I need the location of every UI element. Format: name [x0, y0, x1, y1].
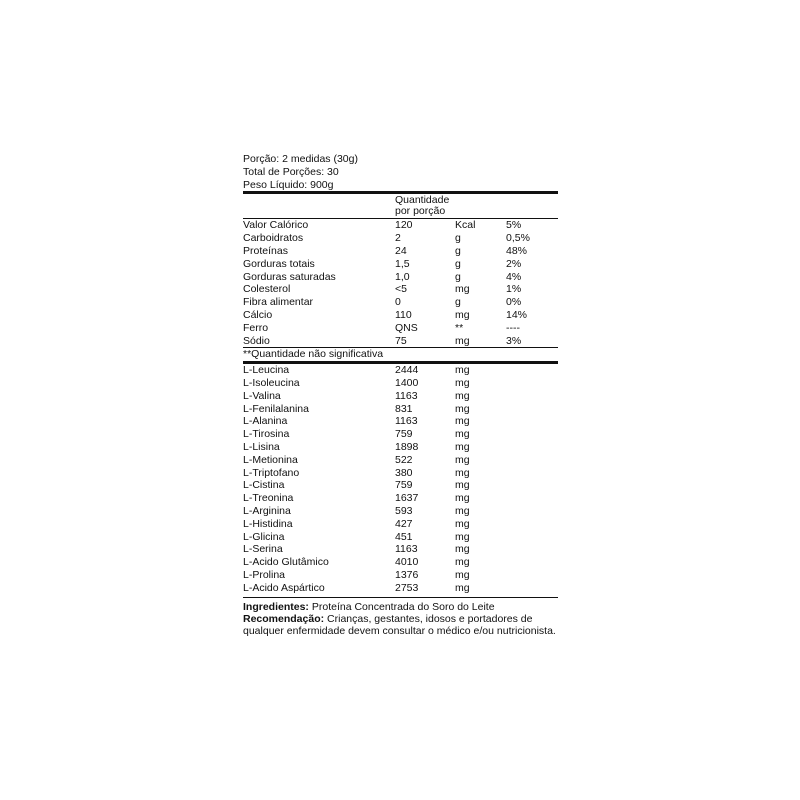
aminoacid-quantity: 1163	[395, 415, 418, 428]
footnote: **Quantidade não significativa	[243, 348, 384, 361]
nutrient-unit: g	[455, 270, 461, 283]
aminoacid-row	[243, 390, 558, 403]
nutrient-quantity: 0	[395, 296, 401, 309]
nutrient-unit: mg	[455, 334, 470, 347]
label-header	[243, 153, 558, 191]
nutrition-row	[243, 296, 558, 309]
nutrition-table	[243, 219, 558, 347]
aminoacid-name: L-Acido Aspártico	[243, 581, 325, 594]
aminoacid-row	[243, 582, 558, 595]
aminoacid-name: L-Histidina	[243, 517, 293, 530]
aminoacid-unit: mg	[455, 492, 470, 505]
nutrient-unit: g	[455, 232, 461, 245]
aminoacid-unit: mg	[455, 568, 470, 581]
aminoacid-quantity: 1163	[395, 389, 418, 402]
nutrient-unit: **	[455, 321, 464, 334]
aminoacid-unit: mg	[455, 415, 470, 428]
nutrient-daily-value: 1%	[506, 283, 522, 296]
aminoacid-unit: mg	[455, 364, 470, 377]
aminoacid-name: L-Arginina	[243, 504, 291, 517]
aminoacid-quantity: 4010	[395, 556, 419, 569]
ingredients-block	[243, 601, 558, 638]
nutrient-daily-value: 3%	[506, 334, 522, 347]
aminoacid-name: L-Fenilalanina	[243, 402, 309, 415]
portion-text: Porção: 2 medidas (30g)	[243, 153, 358, 165]
nutrition-row	[243, 271, 558, 284]
aminoacid-row	[243, 467, 558, 480]
ingredients-label: Ingredientes:	[243, 600, 309, 613]
aminoacid-table	[243, 364, 558, 594]
aminoacid-row	[243, 505, 558, 518]
nutrient-unit: Kcal	[455, 219, 476, 232]
aminoacid-name: L-Acido Glutâmico	[243, 556, 329, 569]
aminoacid-quantity: 1163	[395, 543, 418, 556]
aminoacid-row	[243, 569, 558, 582]
aminoacid-quantity: 380	[395, 466, 413, 479]
aminoacid-quantity: 759	[395, 479, 413, 492]
recommendation-text: Crianças, gestantes, idosos e portadores de qualquer enfermidade devem consultar o médico e/ou nutricionista.	[243, 612, 556, 637]
aminoacid-quantity: 427	[395, 517, 413, 530]
nutrient-quantity: 2	[395, 232, 401, 245]
nutrient-name: Sódio	[243, 334, 270, 347]
recommendation-label: Recomendação:	[243, 612, 325, 625]
aminoacid-name: L-Leucina	[243, 364, 290, 377]
aminoacid-name: L-Prolina	[243, 568, 286, 581]
aminoacid-row	[243, 531, 558, 544]
aminoacid-row	[243, 377, 558, 390]
total-portions-text: Total de Porções: 30	[243, 165, 339, 178]
aminoacid-unit: mg	[455, 376, 470, 389]
aminoacid-unit: mg	[455, 517, 470, 530]
ingredients-text: Proteína Concentrada do Soro do Leite	[308, 600, 495, 613]
aminoacid-name: L-Triptofano	[243, 466, 300, 479]
nutrient-daily-value: 2%	[506, 257, 522, 270]
nutrient-unit: g	[455, 296, 461, 309]
nutrition-row	[243, 322, 558, 335]
aminoacid-quantity: 451	[395, 530, 413, 543]
aminoacid-row	[243, 543, 558, 556]
aminoacid-unit: mg	[455, 479, 470, 492]
aminoacid-unit: mg	[455, 504, 470, 517]
nutrient-unit: g	[455, 257, 461, 270]
aminoacid-name: L-Serina	[243, 543, 283, 556]
aminoacid-row	[243, 454, 558, 467]
nutrient-unit: mg	[455, 308, 470, 321]
quantity-column-header	[243, 194, 558, 218]
aminoacid-row	[243, 415, 558, 428]
aminoacid-unit: mg	[455, 402, 470, 415]
nutrient-name: Gorduras saturadas	[243, 270, 336, 283]
nutrition-row	[243, 258, 558, 271]
nutrient-daily-value: 14%	[506, 308, 528, 321]
nutrition-row	[243, 245, 558, 258]
aminoacid-row	[243, 364, 558, 377]
aminoacid-name: L-Treonina	[243, 492, 294, 505]
nutrient-name: Colesterol	[243, 283, 291, 296]
aminoacid-name: L-Valina	[243, 389, 281, 402]
aminoacid-row	[243, 479, 558, 492]
aminoacid-name: L-Glicina	[243, 530, 285, 543]
aminoacid-quantity: 2753	[395, 581, 419, 594]
nutrient-daily-value: ----	[506, 321, 520, 334]
aminoacid-unit: mg	[455, 440, 470, 453]
nutrient-name: Proteínas	[243, 244, 288, 257]
aminoacid-quantity: 1400	[395, 376, 419, 389]
aminoacid-unit: mg	[455, 453, 470, 466]
aminoacid-row	[243, 518, 558, 531]
nutrient-name: Fibra alimentar	[243, 296, 314, 309]
aminoacid-quantity: 1637	[395, 492, 419, 505]
aminoacid-quantity: 1898	[395, 440, 419, 453]
nutrient-name: Carboidratos	[243, 232, 304, 245]
aminoacid-row	[243, 556, 558, 569]
nutrient-daily-value: 4%	[506, 270, 522, 283]
aminoacid-unit: mg	[455, 389, 470, 402]
aminoacid-quantity: 831	[395, 402, 413, 415]
nutrition-row	[243, 335, 558, 348]
nutrition-label	[243, 153, 558, 637]
nutrient-name: Valor Calórico	[243, 219, 309, 232]
nutrition-row	[243, 309, 558, 322]
aminoacid-row	[243, 403, 558, 416]
nutrient-name: Gorduras totais	[243, 257, 315, 270]
quantity-header-line2: por porção	[395, 205, 446, 218]
nutrient-unit: mg	[455, 283, 470, 296]
nutrient-quantity: <5	[395, 283, 407, 296]
aminoacid-quantity: 759	[395, 428, 413, 441]
aminoacid-unit: mg	[455, 428, 470, 441]
nutrient-quantity: 1,0	[395, 270, 410, 283]
nutrition-row	[243, 283, 558, 296]
aminoacid-quantity: 593	[395, 504, 413, 517]
nutrition-row	[243, 219, 558, 232]
aminoacid-unit: mg	[455, 543, 470, 556]
aminoacid-name: L-Alanina	[243, 415, 288, 428]
nutrient-name: Cálcio	[243, 308, 273, 321]
nutrient-quantity: 120	[395, 219, 413, 232]
nutrient-daily-value: 0%	[506, 296, 522, 309]
quantity-header-line1: Quantidade	[395, 194, 450, 207]
divider-thin	[243, 597, 558, 598]
aminoacid-unit: mg	[455, 530, 470, 543]
aminoacid-name: L-Metionina	[243, 453, 298, 466]
nutrient-quantity: 75	[395, 334, 407, 347]
net-weight-text: Peso Líquido: 900g	[243, 178, 334, 191]
aminoacid-name: L-Lisina	[243, 440, 280, 453]
aminoacid-unit: mg	[455, 466, 470, 479]
nutrient-daily-value: 48%	[506, 244, 528, 257]
nutrient-daily-value: 0,5%	[506, 232, 530, 245]
nutrient-quantity: 1,5	[395, 257, 410, 270]
aminoacid-quantity: 2444	[395, 364, 419, 377]
aminoacid-name: L-Cistina	[243, 479, 285, 492]
aminoacid-name: L-Isoleucina	[243, 376, 300, 389]
aminoacid-unit: mg	[455, 556, 470, 569]
nutrient-quantity: QNS	[395, 321, 418, 334]
aminoacid-quantity: 1376	[395, 568, 419, 581]
nutrition-row	[243, 232, 558, 245]
aminoacid-row	[243, 441, 558, 454]
nutrient-unit: g	[455, 244, 461, 257]
nutrient-daily-value: 5%	[506, 219, 522, 232]
nutrient-quantity: 110	[395, 308, 412, 321]
aminoacid-row	[243, 428, 558, 441]
nutrient-quantity: 24	[395, 244, 407, 257]
aminoacid-unit: mg	[455, 581, 470, 594]
aminoacid-quantity: 522	[395, 453, 413, 466]
nutrient-name: Ferro	[243, 321, 269, 334]
aminoacid-name: L-Tirosina	[243, 428, 290, 441]
aminoacid-row	[243, 492, 558, 505]
